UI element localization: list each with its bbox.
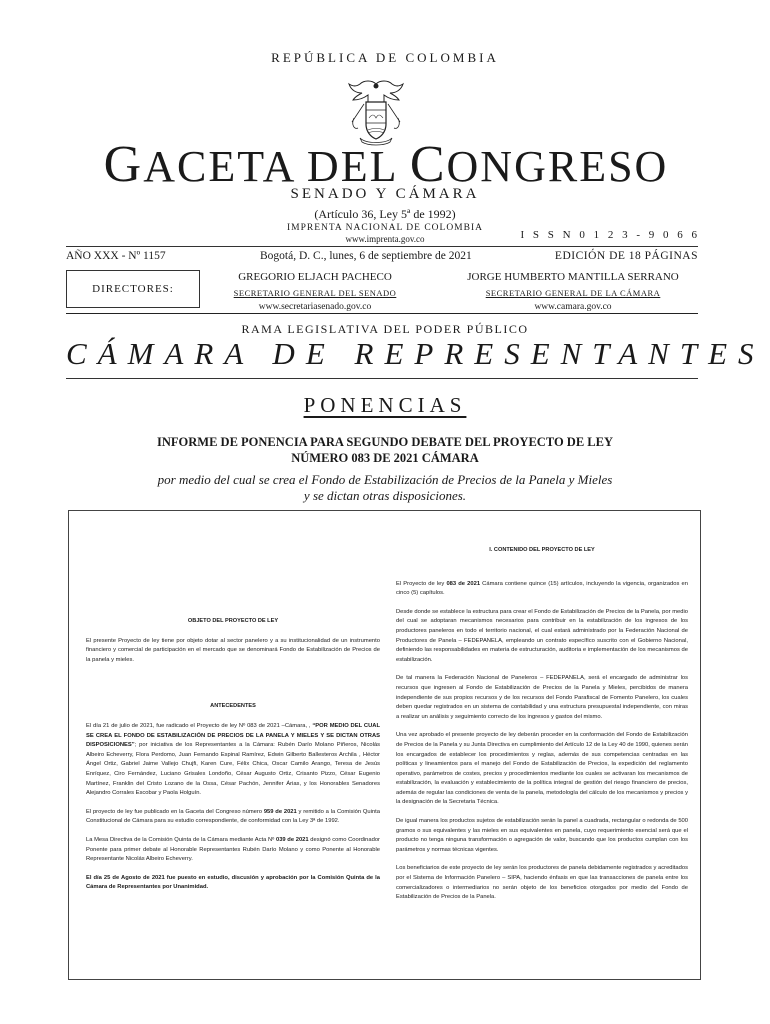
right-column: [396, 546, 688, 912]
contenido-paragraph-6: Los beneficiarios de este proyecto de ley serán los productores de panela debidamente registrados y acreditados por el Sistema de Información Panelero – SIPA, haciendo énfasis en que las transacciones de panela entre los comercializadores o intermediarios no serán objeto de los beneficios otorgados por medio del Fondo de Estabilización de Precios de la Panela.: [396, 865, 688, 901]
director-camara: [448, 271, 698, 312]
colombia-coat-of-arms-icon: [346, 78, 406, 146]
contenido-paragraph-3: De tal manera la Federación Nacional de Paneleros – FEDEPANELA, será el encargado de administrar los recursos que ingresen al Fondo de Estabilización de Precios de la Panela y Mieles, percibidos de manera independiente de sus propios recursos y de los recursos del Fondo Parafiscal de Fomento Panelero, los cuales deben quedar registrados en un sistema de contabilidad y una estructura presupuestal independiente, con miras a realizar un análisis y seguimiento correcto de los ingresos y gastos del mismo.: [396, 675, 688, 720]
antecedentes-paragraph-3: La Mesa Directiva de la Comisión Quinta de la Cámara mediante Acta Nº 039 de 2021 designó como Coordinador Ponente para primer debate al Honorable Representantes Rubén Darío Molano y como Ponente al Honorable Representante Nicolás Albeiro Echeverry.: [86, 836, 380, 863]
senado-camara-subtitle: SENADO Y CÁMARA: [290, 186, 480, 202]
camara-heading: CÁMARA DE REPRESENTANTES: [66, 336, 765, 371]
informe-subtitle: por medio del cual se crea el Fondo de Estabilización de Precios de la Panela y Mieles y se dictan otras disposiciones.: [157, 472, 613, 503]
contenido-paragraph-1: El Proyecto de ley 083 de 2021 Cámara contiene quince (15) artículos, incluyendo la vigencia, organizados en cinco (5) capítulos.: [396, 580, 688, 597]
antecedentes-paragraph-1: El día 21 de julio de 2021, fue radicado el Proyecto de ley Nº 083 de 2021 –Cámara, , “POR MEDIO DEL CUAL SE CREA EL FONDO DE ESTABILIZACIÓN DE PRECIOS DE LA PANELA Y MIELES Y SE DICTAN OTRAS DISPOSICIONES”; por iniciativa de los Representantes a la Cámara: Rubén Darío Molano Piñeros, Nicolás Albeiro Echeverry, Flora Perdomo, Juan Fernando Espinal Ramírez, Edwin Gilberto Ballesteros Archila , Héctor Ángel Ortiz, Gabriel Jaime Vallejo Chujfi, Karen Cure, Félix Chica, Oscar Camilo Arango, Teresa de Jesús Enríquez, Ciro Fernández, Luciano Grisales Londoño, César Augusto Ortiz, Crisanto Pizzo, César Eugenio Martínez, Franklin del Cristo Lozano de la Ossa, César Pachón, Jennifer Árias, y los Honorables Senadores Alejandro Corrales Escobar y Paola Holguín.: [86, 722, 380, 797]
divider: [66, 313, 698, 314]
imprenta-web: www.imprenta.gov.co: [345, 234, 425, 244]
director-senado-name: GREGORIO ELJACH PACHECO: [238, 271, 392, 283]
left-column: [86, 617, 380, 902]
director-senado-role: SECRETARIO GENERAL DEL SENADO: [233, 288, 397, 298]
contenido-paragraph-2: Desde donde se establece la estructura para crear el Fondo de Estabilización de Precios de la Panela, por medio del cual se adoptaran mecanismos necesarios para contribuir en la estabilización de los ingresos de los productores paneleros en todo el territorio nacional, el cual estará administrado por la Federación Nacional de Productores de Panela – FEDEPANELA, empleando un contrato específico suscrito con el Gobierno Nacional, definiendo las responsabilidades en materia de estructuración, auditoria e implementación de los mecanismos de estabilización.: [396, 608, 688, 663]
informe-title: INFORME DE PONENCIA PARA SEGUNDO DEBATE DEL PROYECTO DE LEY NÚMERO 083 DE 2021 CÁMARA: [157, 435, 613, 465]
director-senado-web: www.secretariasenado.gov.co: [258, 302, 372, 312]
director-camara-web: www.camara.gov.co: [534, 302, 612, 312]
objeto-heading: OBJETO DEL PROYECTO DE LEY: [187, 618, 279, 624]
page-count: EDICIÓN DE 18 PÁGINAS: [554, 250, 698, 262]
antecedentes-heading: ANTECEDENTES: [210, 703, 256, 710]
articulo-reference: (Artículo 36, Ley 5ª de 1992): [314, 207, 456, 221]
contenido-paragraph-5: De igual manera los productos sujetos de estabilización serán la panel a cuadrada, rectangular o redonda de 500 gramos o sus equivalentes y las mieles en sus equivalentes en panela, cuyo requerimiento esencial será que el producto no tenga ninguna transformación o agregación de valor, buscando que los productos cumplan con los parámetros y normas técnicas vigentes.: [396, 818, 688, 853]
antecedentes-paragraph-4: El día 25 de Agosto de 2021 fue puesto en estudio, discusión y aprobación por la Comisión Quinta de la Cámara de Representantes por Unanimidad.: [86, 874, 380, 891]
imprenta-label: IMPRENTA NACIONAL DE COLOMBIA: [287, 223, 483, 233]
newspaper-title: GACETA DEL CONGRESO: [103, 136, 669, 193]
contenido-paragraph-4: Una vez aprobado el presente proyecto de ley deberán proceder en la conformación del Fondo de Estabilización de Precios de la Panela y su Junta Directiva en cumplimiento del Artículo 12 de la Ley 40 de 1990, quienes serán los encargados de establecer los procedimientos y reglas, además de sus competencias centradas en las políticas y lineamientos para el manejo del Fondo de Estabilización de Precios, la expedición del reglamento operativo, parámetros de costes, precios y procedimientos mediante los cuales se activaran los mecanismos de estabilización, la evaluación y establecimiento de la política integral de gestión del riesgo financiero de precios, además de regular las condiciones de venta de la panela, metodología del cálculo de los mecanismos y precios y la designación de la Secretaria Técnica.: [396, 732, 688, 806]
contenido-heading: I. CONTENIDO DEL PROYECTO DE LEY: [489, 547, 595, 553]
issue-date: Bogotá, D. C., lunes, 6 de septiembre de 2021: [260, 250, 472, 262]
director-camara-name: JORGE HUMBERTO MANTILLA SERRANO: [467, 271, 679, 283]
issn-number: I S S N 0 1 2 3 - 9 0 6 6: [520, 229, 700, 241]
republic-header: REPÚBLICA DE COLOMBIA: [271, 50, 499, 65]
rama-legislativa: RAMA LEGISLATIVA DEL PODER PÚBLICO: [241, 322, 529, 336]
directores-label: DIRECTORES:: [66, 270, 200, 308]
ponencias-heading: PONENCIAS: [303, 393, 467, 417]
issue-number: AÑO XXX - Nº 1157: [66, 250, 166, 262]
director-camara-role: SECRETARIO GENERAL DE LA CÁMARA: [485, 288, 661, 298]
director-senado: [212, 271, 418, 312]
antecedentes-paragraph-2: El proyecto de ley fue publicado en la Gaceta del Congreso número 959 de 2021 y remitido a la Comisión Quinta Constitucional de Cámara para su estudio correspondiente, de conformidad con la Ley 3ª de 1992.: [86, 808, 381, 825]
objeto-paragraph: El presente Proyecto de ley tiene por objeto dotar al sector panelero y a su institucionalidad de un instrumento financiero y comercial de participación en el mercado que se denominará Fondo de Estabilización de Precios de la panela y mieles.: [86, 637, 380, 663]
divider: [66, 246, 698, 247]
divider: [66, 378, 698, 379]
